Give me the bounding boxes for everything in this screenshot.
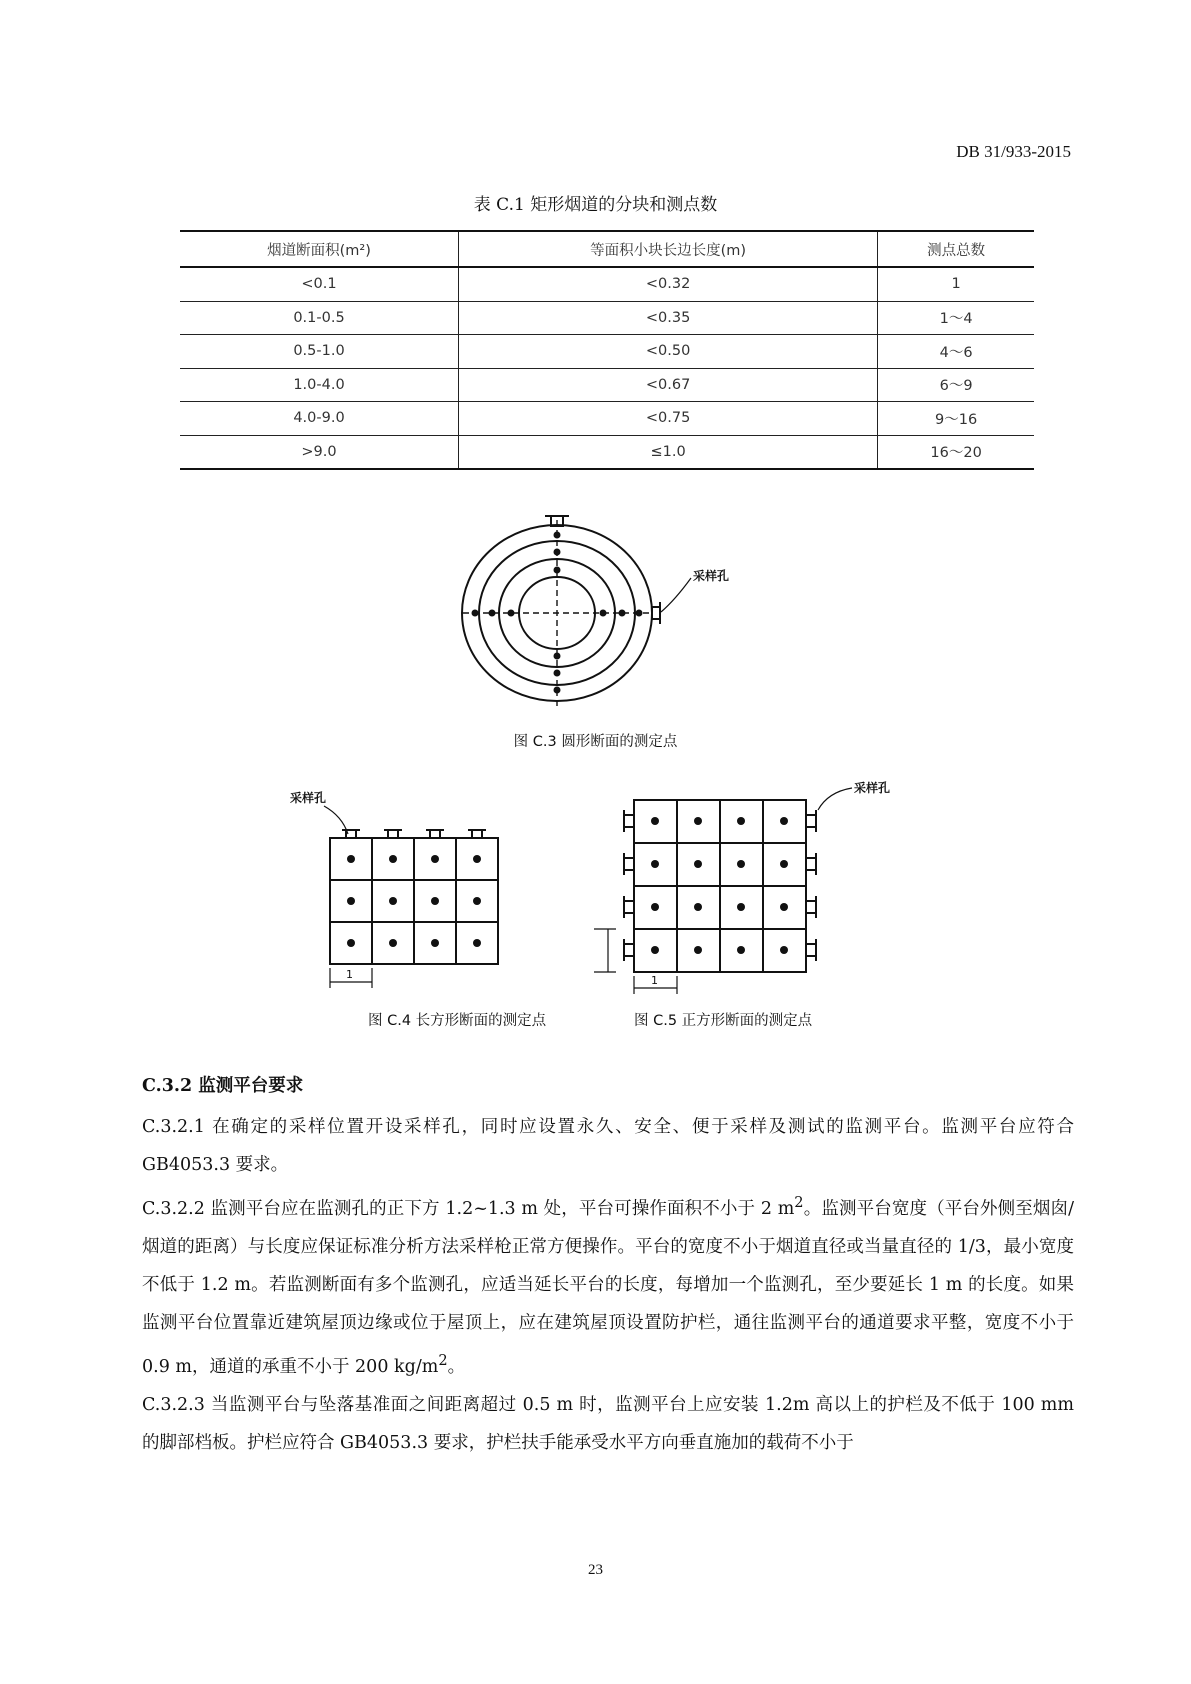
table-caption: 表 C.1 矩形烟道的分块和测点数 [473,195,718,215]
leader-line [818,788,852,810]
table-cell: 9～16 [878,402,1034,436]
table-row [180,335,1034,369]
paragraph-c3-2-2 [142,1184,1074,1386]
table-row [180,267,1034,301]
circular-section-figure [455,508,755,718]
table-cell: >9.0 [180,435,459,469]
rectangular-section-figure [288,786,538,996]
table-row [180,402,1034,436]
table-cell: ≤1.0 [459,435,878,469]
table-cell: 1 [878,267,1034,301]
superscript: 2 [794,1194,804,1211]
table-cell: <0.75 [459,402,878,436]
table-cell: 4.0-9.0 [180,402,459,436]
sampling-hole-label: 采样孔 [854,781,891,795]
column-header: 等面积小块长边长度(m) [459,231,878,267]
dimension-label: 1 [651,974,658,987]
figure-caption-c3: 图 C.3 圆形断面的测定点 [513,734,678,750]
table-header-row [180,231,1034,267]
document-code: DB 31/933-2015 [956,142,1071,161]
body-text [142,1108,1074,1462]
figure-caption-c4: 图 C.4 长方形断面的测定点 [368,1013,547,1029]
data-table [180,230,1034,470]
section-grid [330,838,498,964]
table-cell: 1～4 [878,301,1034,335]
table-row [180,368,1034,402]
table-row [180,301,1034,335]
paragraph-text: C.3.2.2 监测平台应在监测孔的正下方 1.2~1.3 m 处，平台可操作面积不小于 2 m [142,1198,795,1219]
superscript: 2 [438,1351,448,1369]
paragraph-text: 。监测平台宽度（平台外侧至烟囱/烟道的距离）与长度应保证标准分析方法采样枪正常方便操作。平台的宽度不小于烟道直径或当量直径的 1/3，最小宽度不低于 1.2 m。若监测断面有多个监测孔，应适当延长平台的长度，每增加一个监测孔，至少要延长 1 m 的长度。如果监测平台位置靠近建筑屋顶边缘或位于屋顶上，应在建筑屋顶设置防护栏，通往监测平台的通道要求平整，宽度不小于 0.9 m，通道的承重不小于 200 kg/m [142,1198,1074,1377]
table-cell: <0.1 [180,267,459,301]
table-cell: <0.35 [459,301,878,335]
figure-caption-c5: 图 C.5 正方形断面的测定点 [634,1013,813,1029]
sampling-port-icons [342,830,486,838]
table-cell: <0.50 [459,335,878,369]
table-cell: 1.0-4.0 [180,368,459,402]
section-grid [634,800,806,972]
dimension-marker [594,929,677,994]
paragraph-text: 。 [447,1356,466,1377]
table-cell: 0.5-1.0 [180,335,459,369]
table-cell: 4～6 [878,335,1034,369]
leader-line [661,578,691,612]
sampling-port-icons [545,516,660,624]
table-cell: 0.1-0.5 [180,301,459,335]
page-number: 23 [588,1562,603,1578]
table-cell: <0.67 [459,368,878,402]
table-cell: 16～20 [878,435,1034,469]
table-cell: <0.32 [459,267,878,301]
table-cell: 6～9 [878,368,1034,402]
paragraph-c3-2-1: C.3.2.1 在确定的采样位置开设采样孔，同时应设置永久、安全、便于采样及测试的监测平台。监测平台应符合 GB4053.3 要求。 [142,1117,1074,1175]
table-row [180,435,1034,469]
square-section-figure [592,778,912,998]
dimension-label: 1 [346,968,353,981]
sampling-hole-label: 采样孔 [290,791,327,805]
column-header: 烟道断面积(m²) [180,231,459,267]
column-header: 测点总数 [878,231,1034,267]
paragraph-c3-2-3: C.3.2.3 当监测平台与坠落基准面之间距离超过 0.5 m 时，监测平台上应安装 1.2m 高以上的护栏及不低于 100 mm 的脚部档板。护栏应符合 GB4053.3 要求，护栏扶手能承受水平方向垂直施加的载荷不小于 [142,1394,1074,1453]
section-heading: C.3.2 监测平台要求 [142,1076,304,1096]
sampling-hole-label: 采样孔 [693,569,730,583]
